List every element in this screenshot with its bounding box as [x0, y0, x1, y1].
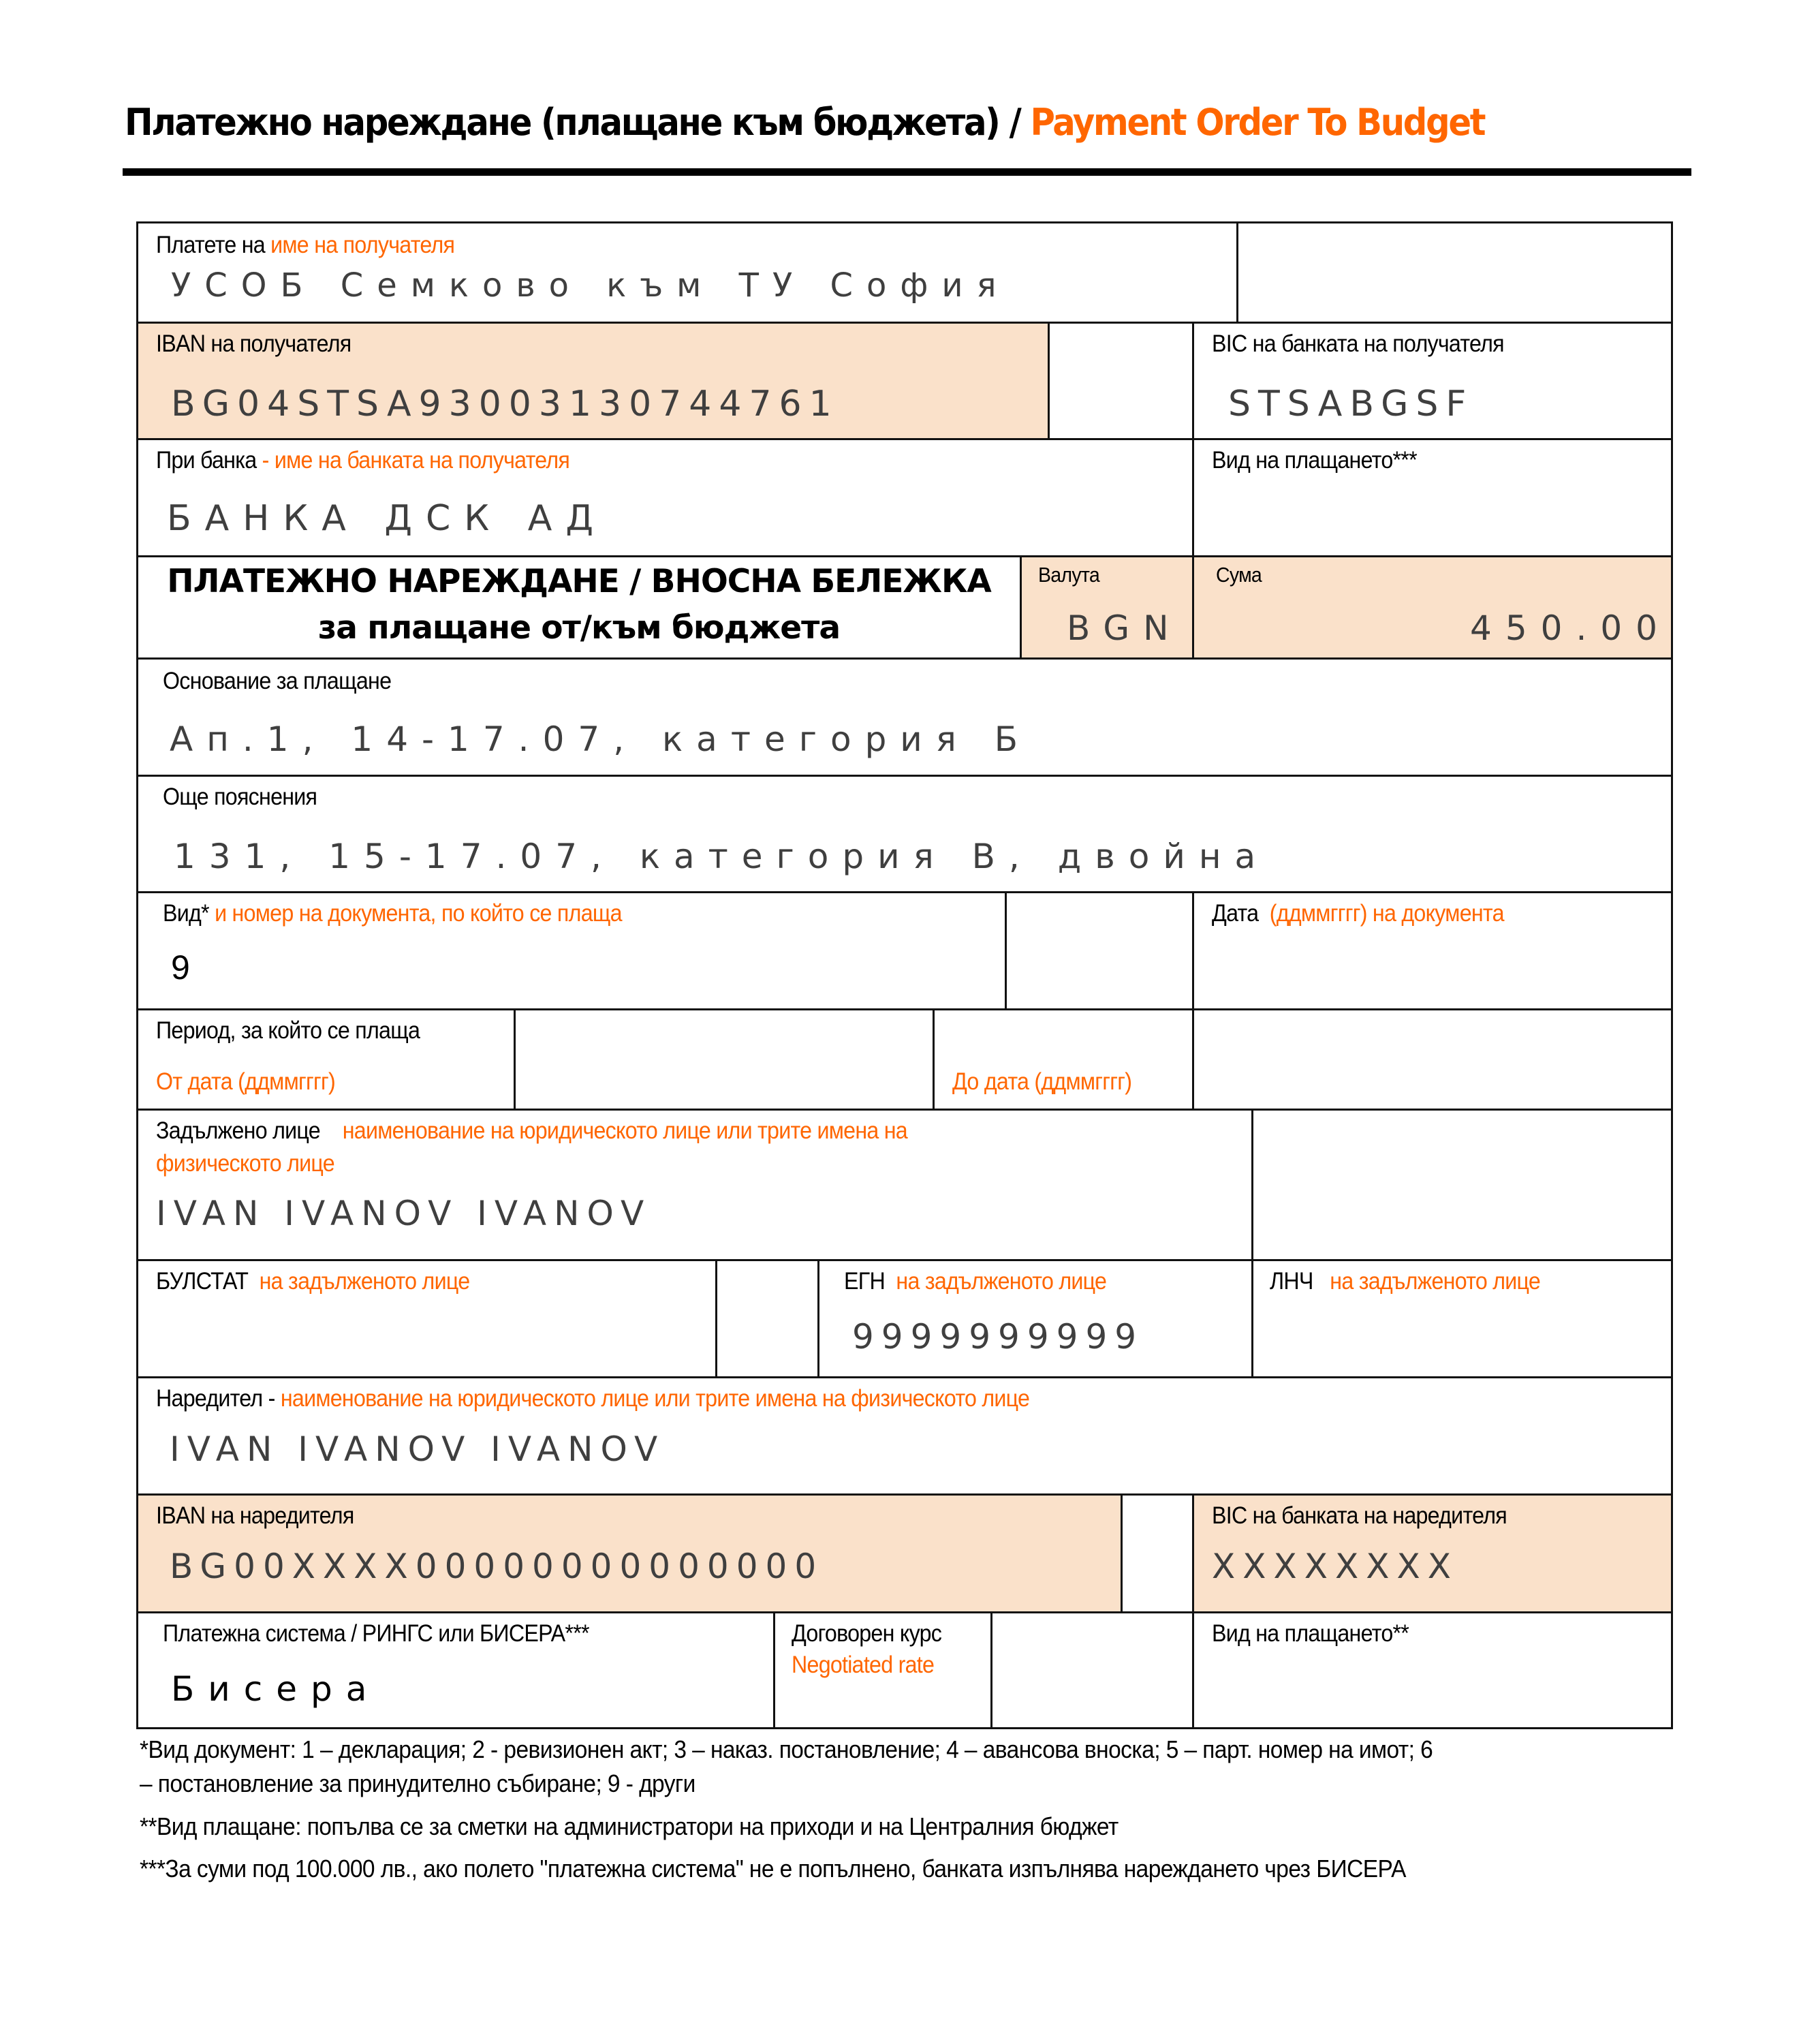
payer-field[interactable] — [136, 1376, 1673, 1496]
beneficiary-field[interactable] — [136, 221, 1238, 324]
document-field[interactable] — [136, 891, 1007, 1010]
title-english: Payment Order To Budget — [1030, 101, 1485, 144]
payment-type-top-label: Вид на плащането*** — [1212, 447, 1417, 474]
negotiated-rate-field[interactable] — [773, 1611, 992, 1729]
currency-value[interactable]: BGN — [1067, 608, 1183, 648]
liable-person-value[interactable]: IVAN IVANOV IVANOV — [156, 1194, 652, 1233]
document-date-label: Дата (ддммгггг) на документа — [1212, 900, 1504, 927]
beneficiary-bank-field[interactable] — [136, 438, 1194, 557]
footnote-document-types-cont: – постановление за принудително събиране; 9 - други — [140, 1769, 695, 1797]
period-to-value-field[interactable] — [1192, 1008, 1673, 1111]
payment-type-bottom-label: Вид на плащането** — [1212, 1620, 1409, 1647]
liable-person-field[interactable] — [136, 1109, 1253, 1261]
negotiated-rate-hint: Negotiated rate — [792, 1652, 935, 1678]
form-banner — [136, 555, 1022, 660]
negotiated-rate-value-field[interactable] — [990, 1611, 1194, 1729]
period-from-hint: От дата (ддммгггг) — [156, 1068, 336, 1095]
beneficiary-bic-label: BIC на банката на получателя — [1212, 330, 1504, 357]
payment-reason-value[interactable]: Ап.1, 14-17.07, категория Б — [170, 719, 1032, 759]
payer-iban-spacer — [1121, 1493, 1194, 1613]
document-label: Вид* и номер на документа, по който се плаща — [163, 900, 622, 927]
period-label: Период, за който се плаща — [156, 1017, 420, 1044]
amount-label: Сума — [1216, 563, 1262, 587]
beneficiary-label: Платете на име на получателя — [156, 232, 455, 258]
additional-info-field[interactable] — [136, 775, 1673, 893]
document-date-field[interactable] — [1192, 891, 1673, 1010]
bulstat-spacer — [715, 1259, 819, 1378]
beneficiary-iban-value[interactable]: BG04STSA93003130744761 — [171, 384, 839, 424]
document-value[interactable]: 9 — [171, 948, 190, 987]
negotiated-rate-label: Договорен курс — [792, 1620, 942, 1647]
beneficiary-bank-label: При банка - име на банката на получателя — [156, 447, 570, 474]
payment-system-field[interactable] — [136, 1611, 775, 1729]
payer-iban-field[interactable] — [136, 1493, 1123, 1613]
additional-info-value[interactable]: 131, 15-17.07, категория В, двойна — [174, 837, 1270, 876]
payment-system-value[interactable]: Бисера — [171, 1669, 381, 1709]
payer-label: Наредител - наименование на юридическото лице или трите имена на физическото лице — [156, 1385, 1030, 1412]
payment-type-bottom-field[interactable] — [1192, 1611, 1673, 1729]
liable-person-hint-line2: физическото лице — [156, 1150, 334, 1177]
payment-reason-field[interactable] — [136, 657, 1673, 777]
beneficiary-iban-spacer — [1048, 322, 1194, 440]
beneficiary-iban-field[interactable] — [136, 322, 1050, 440]
payer-iban-value[interactable]: BG00XXXX00000000000000 — [170, 1547, 824, 1586]
lnch-label: ЛНЧ на задълженото лице — [1270, 1268, 1541, 1295]
beneficiary-iban-label: IBAN на получателя — [156, 330, 351, 357]
egn-label: ЕГН на задълженото лице — [844, 1268, 1107, 1295]
beneficiary-value[interactable]: УСОБ Семково към ТУ София — [171, 266, 1010, 305]
amount-value[interactable]: 450.00 — [1470, 608, 1671, 648]
page-title — [125, 101, 1484, 144]
bulstat-field[interactable] — [136, 1259, 717, 1378]
beneficiary-bank-value[interactable]: БАНКА ДСК АД — [167, 498, 607, 539]
footnote-payment-system: ***За суми под 100.000 лв., ако полето "платежна система" не е попълнено, банката изпълнява нареждането чрез БИСЕРА — [140, 1855, 1406, 1883]
footnote-document-types: *Вид документ: 1 – декларация; 2 - ревизионен акт; 3 – наказ. постановление; 4 – авансова вноска; 5 – парт. номер на имот; 6 — [140, 1735, 1433, 1763]
period-to-field[interactable] — [933, 1008, 1194, 1111]
liable-person-label: Задължено лице наименование на юридическото лице или трите имена на — [156, 1117, 907, 1144]
period-to-hint: До дата (ддммгггг) — [952, 1068, 1132, 1095]
payer-iban-label: IBAN на наредителя — [156, 1502, 354, 1529]
beneficiary-extra-cell — [1236, 221, 1673, 324]
footnote-payment-type: **Вид плащане: попълва се за сметки на администратори на приходи и на Централния бюджет — [140, 1812, 1119, 1840]
currency-label: Валута — [1038, 563, 1099, 587]
payer-bic-field[interactable] — [1192, 1493, 1673, 1613]
additional-info-label: Още пояснения — [163, 784, 317, 810]
payer-bic-value[interactable]: XXXXXXXX — [1212, 1547, 1459, 1586]
payment-reason-label: Основание за плащане — [163, 668, 392, 694]
currency-field[interactable] — [1020, 555, 1194, 660]
banner-line2: за плащане от/към бюджета — [317, 609, 841, 647]
document-number-spacer — [1005, 891, 1194, 1010]
period-from-field[interactable] — [136, 1008, 516, 1111]
amount-field[interactable] — [1192, 555, 1673, 660]
egn-value[interactable]: 9999999999 — [852, 1317, 1144, 1357]
lnch-field[interactable] — [1251, 1259, 1673, 1378]
banner-line1: ПЛАТЕЖНО НАРЕЖДАНЕ / ВНОСНА БЕЛЕЖКА — [167, 563, 991, 600]
payer-value[interactable]: IVAN IVANOV IVANOV — [170, 1429, 666, 1469]
payment-system-label: Платежна система / РИНГС или БИСЕРА*** — [163, 1620, 589, 1647]
beneficiary-bic-value[interactable]: STSABGSF — [1228, 384, 1474, 424]
bulstat-label: БУЛСТАТ на задълженото лице — [156, 1268, 470, 1295]
title-divider — [123, 168, 1691, 176]
payer-bic-label: BIC на банката на наредителя — [1212, 1502, 1507, 1529]
egn-field[interactable] — [817, 1259, 1253, 1378]
period-from-value-field[interactable] — [514, 1008, 935, 1111]
title-bulgarian: Платежно нареждане (плащане към бюджета) / — [125, 101, 1020, 144]
payment-type-top-field[interactable] — [1192, 438, 1673, 557]
beneficiary-bic-field[interactable] — [1192, 322, 1673, 440]
liable-person-extra-cell — [1251, 1109, 1673, 1261]
